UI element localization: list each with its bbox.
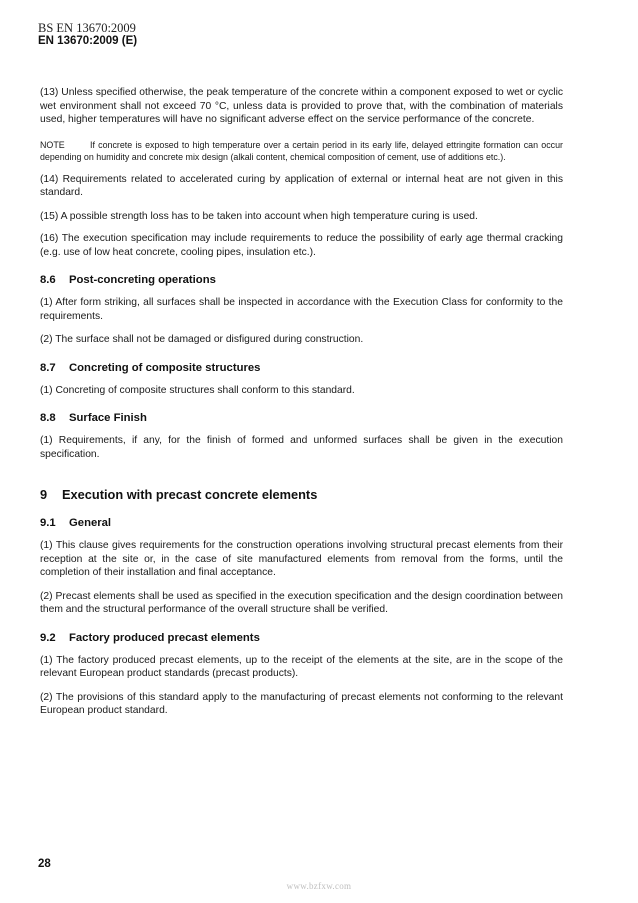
section-9-1-heading <box>40 517 563 529</box>
section-number: 8.7 <box>40 361 56 374</box>
section-number: 9.2 <box>40 631 56 644</box>
section-title: Concreting of composite structures <box>69 361 261 374</box>
section-9-2-heading <box>40 632 563 644</box>
clause-9-1-2: (2) Precast elements shall be used as specified in the execution specification and the design coordination between them and the structural performance of the overall structure shall be verified. <box>40 590 563 615</box>
section-title: Post-concreting operations <box>69 274 216 286</box>
section-title: General <box>69 517 112 529</box>
clause-8-6-1: (1) After form striking, all surfaces shall be inspected in accordance with the Execution Class for conformity to the requirements. <box>40 297 563 322</box>
clause-8-5-13: (13) Unless specified otherwise, the peak temperature of the concrete within a component exposed to wet or cyclic wet environment shall not exceed 70 °C, unless data is provided to prove that, with the combination of materials used, higher temperatures will have no significant adverse effect on the service performance of the concrete. <box>40 87 563 125</box>
section-number: 8.6 <box>40 274 56 286</box>
clause-8-5-16: (16) The execution specification may include requirements to reduce the possibility of early age thermal cracking (e.g. use of low heat concrete, cooling pipes, insulation etc.). <box>40 233 563 258</box>
clause-8-5-15: (15) A possible strength loss has to be taken into account when high temperature curing is used. <box>40 210 478 222</box>
clause-8-8-1: (1) Requirements, if any, for the finish of formed and unformed surfaces shall be given in the execution specification. <box>40 435 563 460</box>
clause-8-6-2: (2) The surface shall not be damaged or disfigured during construction. <box>40 334 364 345</box>
section-title: Factory produced precast elements <box>69 631 260 644</box>
section-title: Execution with precast concrete elements <box>62 487 318 502</box>
note-text: If concrete is exposed to high temperature over a certain period in its early life, delayed ettringite formation can occur depending on humidity and concrete mix design (alkali content, chemical composition of cement, use of additions etc.). <box>40 139 563 162</box>
section-number: 8.8 <box>40 412 56 424</box>
clause-8-5-14: (14) Requirements related to accelerated curing by application of external or internal heat are not given in this standard. <box>40 173 563 198</box>
clause-9-1-1: (1) This clause gives requirements for the construction operations involving structural precast elements from their reception at the site or, in the case of site manufactured elements from removal from the forms, until the completion of their installation and final acceptance. <box>40 540 563 578</box>
clause-8-7-1: (1) Concreting of composite structures shall conform to this standard. <box>40 384 355 396</box>
section-8-7-heading <box>40 362 563 374</box>
section-title: Surface Finish <box>69 412 147 424</box>
header-standard-en: EN 13670:2009 (E) <box>38 35 138 47</box>
section-9-heading <box>40 487 563 502</box>
clause-9-2-2: (2) The provisions of this standard apply to the manufacturing of precast elements not conforming to the relevant European product standard. <box>40 691 563 716</box>
section-number: 9 <box>40 487 48 502</box>
clause-9-2-1: (1) The factory produced precast elements, up to the receipt of the elements at the site, are in the scope of the relevant European product standards (precast products). <box>40 654 563 679</box>
document-body <box>40 86 563 718</box>
watermark: www.bzfxw.com <box>286 881 352 891</box>
section-8-6-heading <box>40 274 563 286</box>
note-label: NOTE <box>40 139 65 150</box>
section-number: 9.1 <box>40 517 56 529</box>
note <box>40 139 563 163</box>
section-8-8-heading <box>40 412 563 424</box>
page-number: 28 <box>38 858 51 870</box>
header-standard-bs: BS EN 13670:2009 <box>38 21 136 35</box>
